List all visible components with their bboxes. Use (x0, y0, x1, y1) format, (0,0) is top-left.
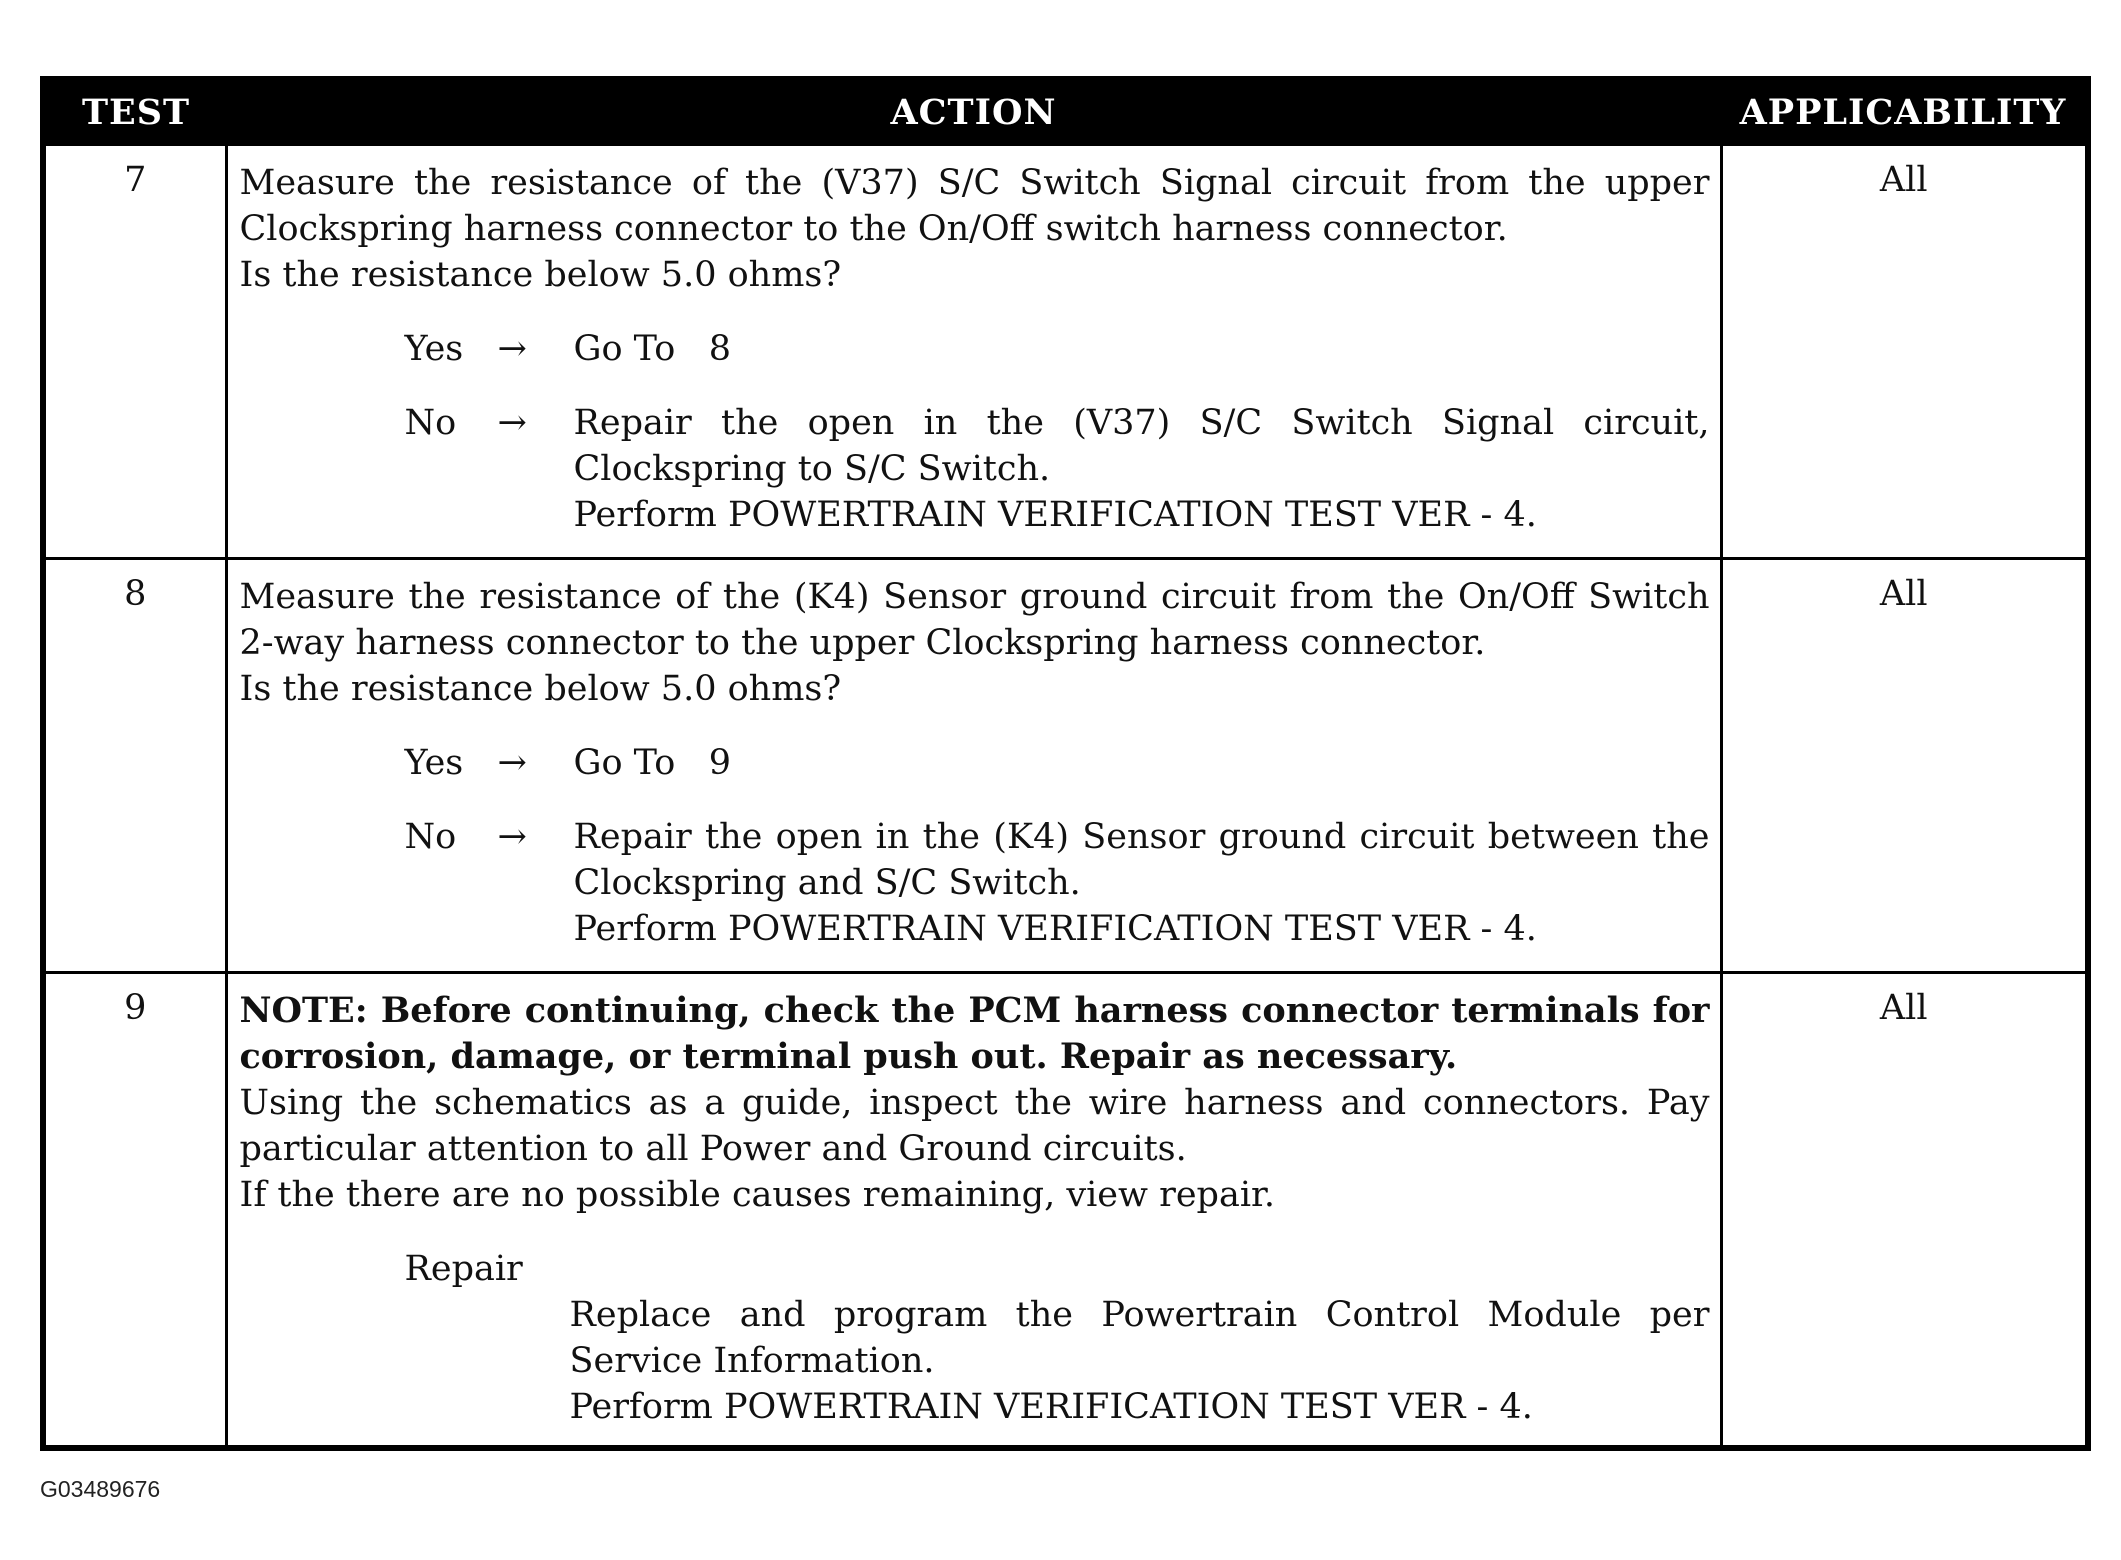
yes-label: Yes (404, 743, 464, 783)
no-branch (240, 400, 1710, 538)
table-row (43, 559, 2088, 973)
question-prompt: Is the resistance below 5.0 ohms? (239, 255, 842, 295)
no-action (574, 814, 1710, 952)
test-number: 7 (43, 145, 226, 559)
applicability: All (1721, 559, 2088, 973)
repair-label: Repair (404, 1249, 523, 1289)
note-block (240, 988, 1710, 1080)
no-label: No (404, 403, 457, 443)
test-number: 8 (43, 559, 226, 973)
instruction-text-2: If the there are no possible causes remaining, view repair. (239, 1175, 1276, 1215)
table-header-row (43, 79, 2088, 145)
applicability: All (1721, 145, 2088, 559)
no-branch (240, 814, 1710, 952)
yes-label: Yes (404, 329, 464, 369)
repair-action-text: Replace and program the Powertrain Control Module per Service Information. (569, 1295, 1710, 1381)
figure-id: G03489676 (40, 1476, 161, 1502)
repair-action-verify: Perform POWERTRAIN VERIFICATION TEST VER - 4. (569, 1387, 1533, 1427)
no-action (574, 400, 1710, 538)
arrow-icon: → (497, 743, 527, 783)
table-row (43, 145, 2088, 559)
yes-action: Go To 8 (573, 329, 731, 369)
repair-action (240, 1292, 1710, 1430)
arrow-icon: → (497, 329, 527, 369)
table-row (43, 973, 2088, 1448)
no-action-verify: Perform POWERTRAIN VERIFICATION TEST VER - 4. (573, 909, 1537, 949)
header-action: ACTION (226, 79, 1721, 145)
question-text: Measure the resistance of the (V37) S/C Switch Signal circuit from the upper Clockspring harness connector to the On/Off switch harness connector. (239, 163, 1710, 249)
header-test: TEST (43, 79, 226, 145)
arrow-icon: → (497, 403, 527, 443)
instruction-text: Using the schematics as a guide, inspect the wire harness and connectors. Pay particular attention to all Power and Ground circuits. (239, 1083, 1710, 1169)
no-action-verify: Perform POWERTRAIN VERIFICATION TEST VER - 4. (573, 495, 1537, 535)
yes-branch (240, 326, 1710, 372)
test-number: 9 (43, 973, 226, 1448)
question-prompt: Is the resistance below 5.0 ohms? (239, 669, 842, 709)
action-cell (226, 559, 1721, 973)
action-cell (226, 973, 1721, 1448)
yes-branch (240, 740, 1710, 786)
diagnostic-table (40, 76, 2091, 1451)
no-label: No (404, 817, 457, 857)
no-action-text: Repair the open in the (V37) S/C Switch Signal circuit, Clockspring to S/C Switch. (573, 403, 1710, 489)
question-text: Measure the resistance of the (K4) Sensor ground circuit from the On/Off Switch 2-way harness connector to the upper Clockspring harness connector. (239, 577, 1710, 663)
arrow-icon: → (497, 817, 527, 857)
applicability: All (1721, 973, 2088, 1448)
no-action-text: Repair the open in the (K4) Sensor ground circuit between the Clockspring and S/C Switch. (573, 817, 1710, 903)
action-cell (226, 145, 1721, 559)
note-text: NOTE: Before continuing, check the PCM harness connector terminals for corrosion, damage, or terminal push out. Repair as necessary. (239, 990, 1710, 1077)
yes-action: Go To 9 (573, 743, 731, 783)
header-applicability: APPLICABILITY (1721, 79, 2088, 145)
